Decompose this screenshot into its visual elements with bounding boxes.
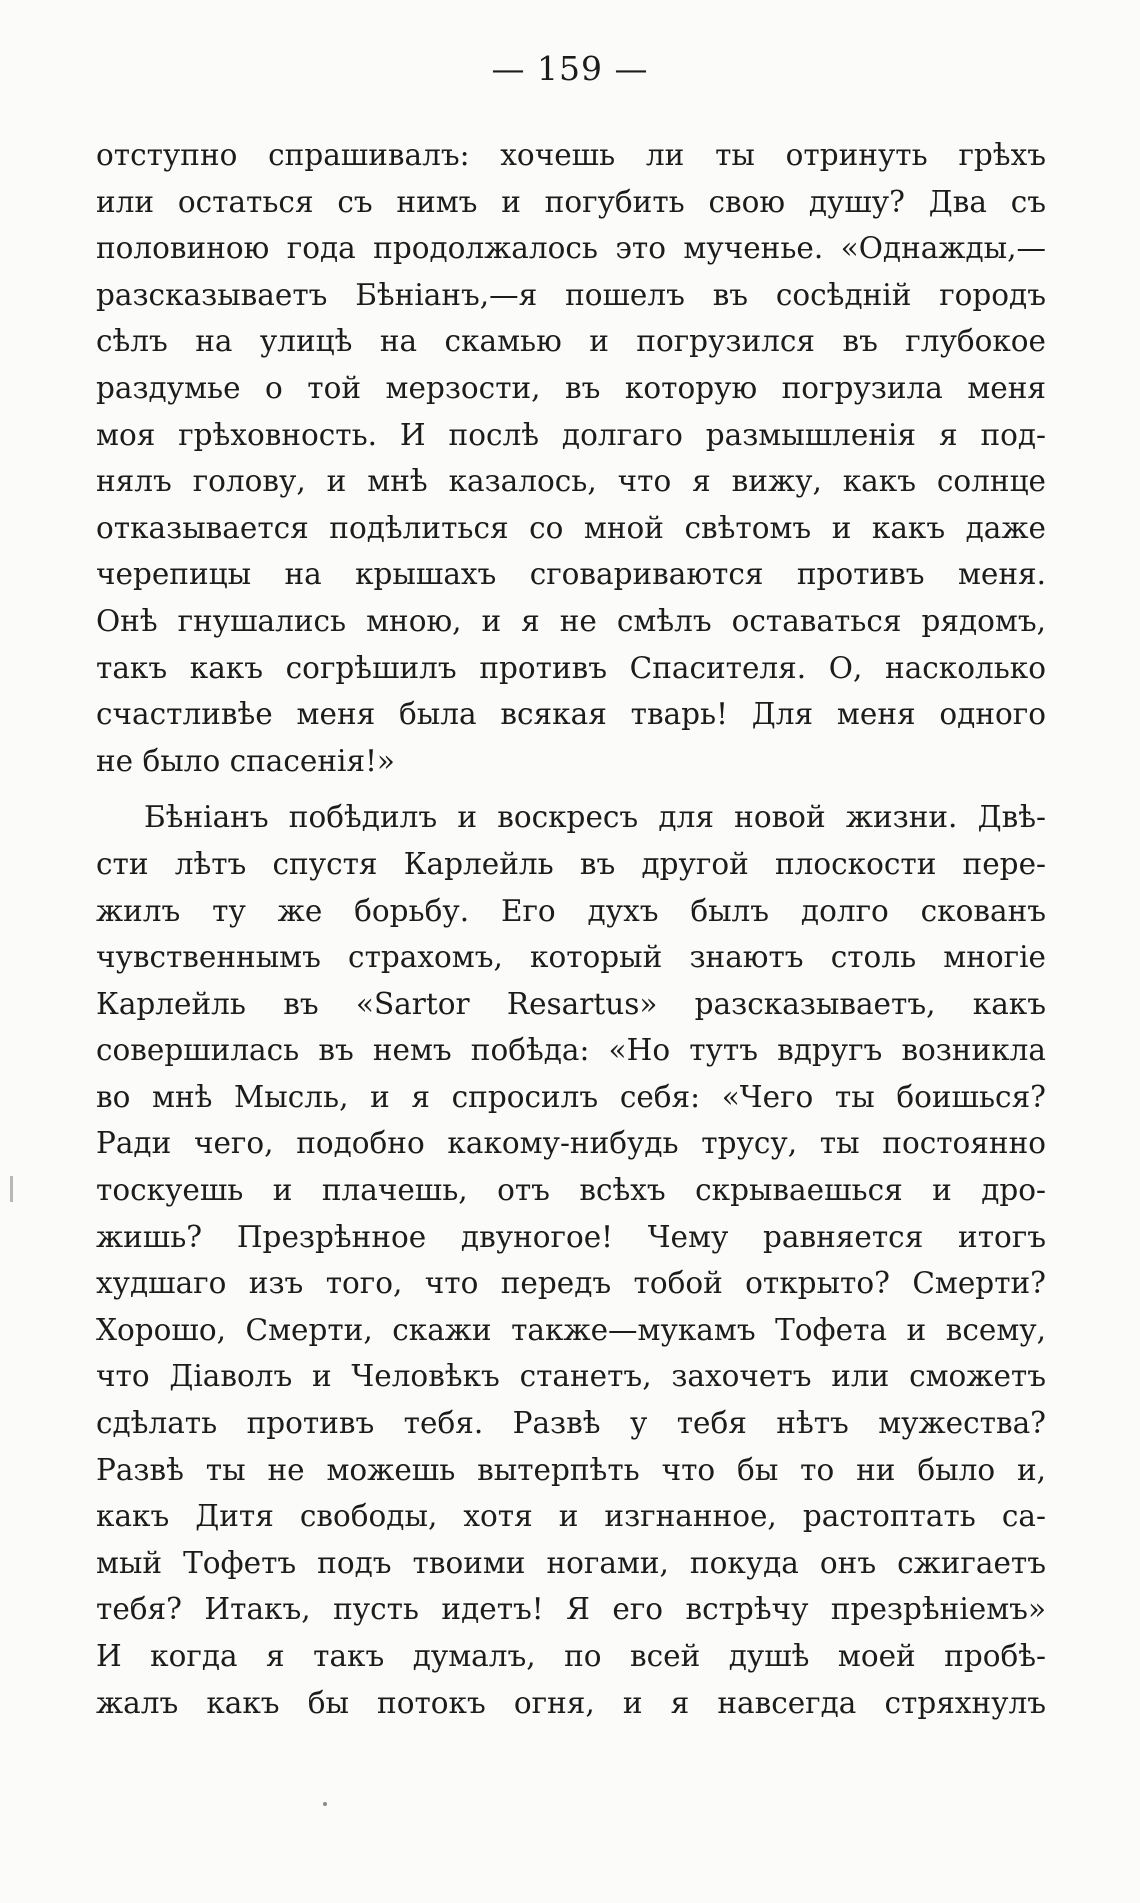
paragraph-2 bbox=[96, 794, 1046, 1726]
paragraph-1 bbox=[96, 132, 1046, 784]
text-line: Ради чего, подобно какому-нибудь трусу, ты постоянно bbox=[96, 1126, 1046, 1161]
text-line: жалъ какъ бы потокъ огня, и я навсегда стряхнулъ bbox=[96, 1685, 1046, 1720]
text-line: что Діаволъ и Человѣкъ станетъ, захочетъ или сможетъ bbox=[96, 1359, 1046, 1394]
scan-speck bbox=[323, 1802, 327, 1806]
text-line: сти лѣтъ спустя Карлейль въ другой плоскости пере- bbox=[96, 846, 1046, 881]
text-line: какъ Дитя свободы, хотя и изгнанное, растоптать са- bbox=[96, 1499, 1046, 1534]
text-line: мый Тофетъ подъ твоими ногами, покуда онъ сжигаетъ bbox=[96, 1545, 1046, 1580]
text-line: худшаго изъ того, что передъ тобой открыто? Смерти? bbox=[96, 1266, 1046, 1301]
text-line: черепицы на крышахъ сговариваются противъ меня. bbox=[96, 557, 1046, 592]
text-line: Карлейль въ «Sartor Resartus» разсказываетъ, какъ bbox=[96, 986, 1046, 1021]
text-line: жилъ ту же борьбу. Его духъ былъ долго скованъ bbox=[96, 893, 1046, 928]
body-text bbox=[96, 132, 1046, 1726]
text-line: И когда я такъ думалъ, по всей душѣ моей пробѣ- bbox=[96, 1639, 1046, 1673]
text-line: такъ какъ согрѣшилъ противъ Спасителя. О, насколько bbox=[96, 650, 1046, 685]
text-line: Бѣніанъ побѣдилъ и воскресъ для новой жизни. Двѣ- bbox=[144, 800, 1046, 835]
text-line: жишь? Презрѣнное двуногое! Чему равняется итогъ bbox=[96, 1219, 1046, 1254]
text-line: Хорошо, Смерти, скажи также—мукамъ Тофета и всему, bbox=[96, 1312, 1046, 1347]
text-line: отступно спрашивалъ: хочешь ли ты отринуть грѣхъ bbox=[96, 138, 1046, 172]
text-line: не было спасенія!» bbox=[96, 743, 395, 778]
text-line: отказывается подѣлиться со мной свѣтомъ и какъ даже bbox=[96, 510, 1046, 545]
text-line: счастливѣе меня была всякая тварь! Для меня одного bbox=[96, 697, 1046, 732]
page-number: — 159 — bbox=[491, 49, 649, 88]
text-line: или остаться съ нимъ и погубить свою душу? Два съ bbox=[96, 184, 1046, 219]
text-line: сѣлъ на улицѣ на скамью и погрузился въ глубокое bbox=[96, 324, 1046, 359]
text-line: раздумье о той мерзости, въ которую погрузила меня bbox=[96, 370, 1046, 405]
text-line: совершилась въ немъ побѣда: «Но тутъ вдругъ возникла bbox=[96, 1033, 1046, 1068]
text-line: тоскуешь и плачешь, отъ всѣхъ скрываешься и дро- bbox=[96, 1173, 1046, 1208]
text-line: моя грѣховность. И послѣ долгаго размышленія я под- bbox=[96, 417, 1046, 452]
text-line: тебя? Итакъ, пусть идетъ! Я его встрѣчу презрѣніемъ» bbox=[96, 1592, 1046, 1627]
text-line: во мнѣ Мысль, и я спросилъ себя: «Чего ты боишься? bbox=[96, 1079, 1046, 1114]
scan-margin-mark bbox=[10, 1176, 13, 1202]
text-line: Онѣ гнушались мною, и я не смѣлъ оставаться рядомъ, bbox=[96, 603, 1046, 638]
text-line: половиною года продолжалось это мученье. «Однажды,— bbox=[96, 231, 1046, 266]
text-line: чувственнымъ страхомъ, который знаютъ столь многіе bbox=[96, 940, 1046, 975]
text-line: нялъ голову, и мнѣ казалось, что я вижу, какъ солнце bbox=[96, 464, 1046, 499]
text-line: Развѣ ты не можешь вытерпѣть что бы то ни было и, bbox=[96, 1452, 1046, 1487]
text-line: сдѣлать противъ тебя. Развѣ у тебя нѣтъ мужества? bbox=[96, 1406, 1046, 1441]
paragraph-spacing bbox=[96, 784, 1046, 794]
text-line: разсказываетъ Бѣніанъ,—я пошелъ въ сосѣдній городъ bbox=[96, 277, 1046, 312]
